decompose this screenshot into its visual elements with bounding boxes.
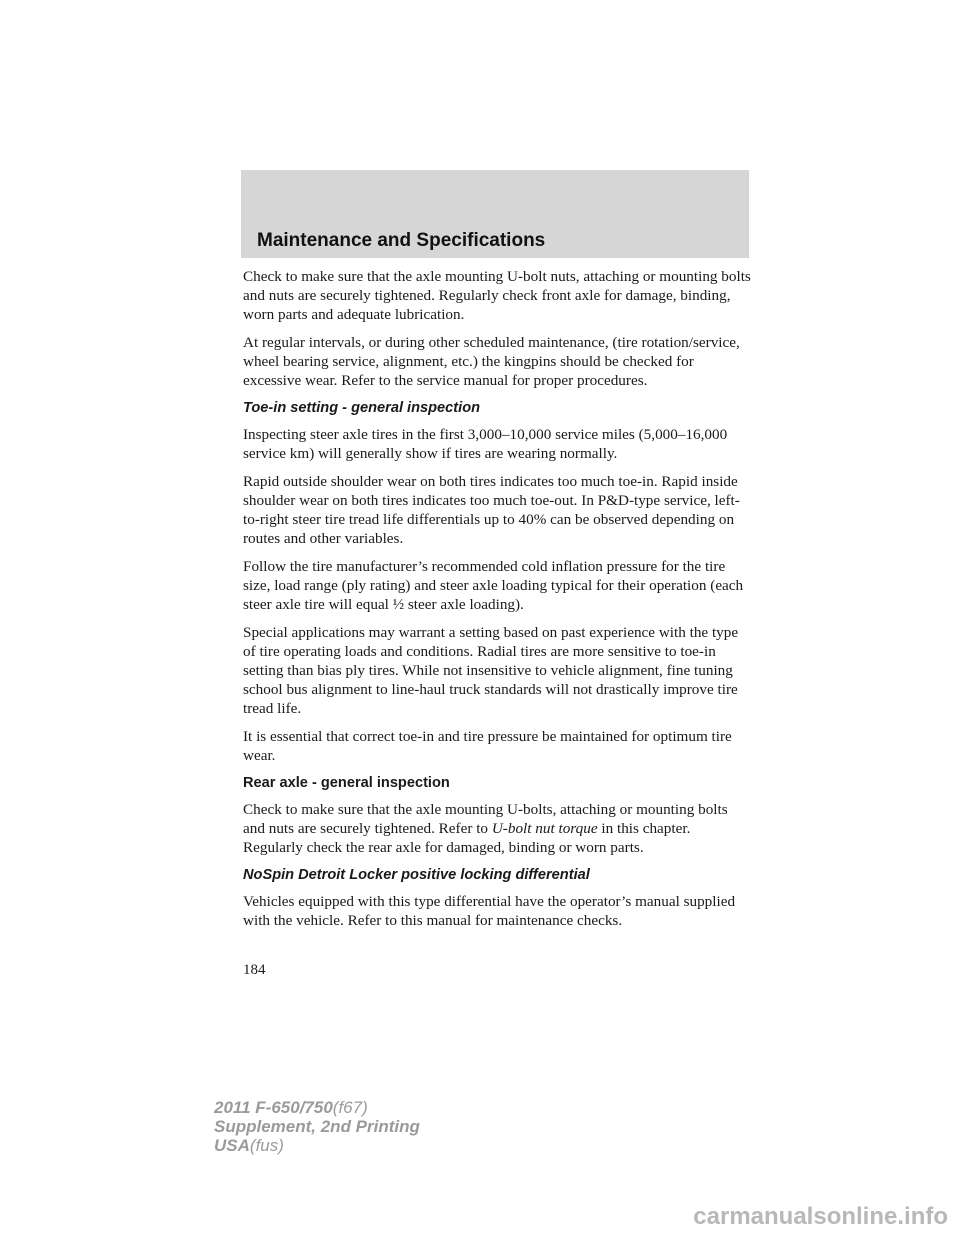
paragraph-shoulder-wear: Rapid outside shoulder wear on both tires indicates too much toe-in. Rapid inside shoulder wear on both tires indicates too much toe-out. In P&D-type service, left-to-right steer tire tread life differentials up to 40% can be observed depending on routes and other variables. [243,473,740,547]
print-footer [214,1098,420,1155]
paragraph-inflation-pressure: Follow the tire manufacturer’s recommended cold inflation pressure for the tire size, load range (ply rating) and steer axle loading typical for their operation (each steer axle tire will equal ½ steer axle loading). [243,558,744,613]
footer-line-region [214,1136,420,1155]
paragraph-toe-in-essential: It is essential that correct toe-in and tire pressure be maintained for optimum tire wear. [243,728,732,764]
footer-region-code: (fus) [249,1136,284,1155]
rear-axle-text-end: in this chapter. Regularly check the rear axle for damaged, binding or worn parts. [243,820,691,856]
page-number: 184 [243,962,266,978]
footer-region: USA [214,1136,250,1155]
paragraph-steer-axle-tires: Inspecting steer axle tires in the first 3,000–10,000 service miles (5,000–16,000 service km) will generally show if tires are wearing normally. [243,426,728,462]
site-watermark: carmanualsonline.info [693,1203,948,1230]
paragraph-kingpins: At regular intervals, or during other scheduled maintenance, (tire rotation/service, wheel bearing service, alignment, etc.) the kingpins should be checked for excessive wear. Refer to the service manual for proper procedures. [243,334,740,389]
heading-rear-axle: Rear axle - general inspection [243,775,450,791]
rear-axle-text-start: Check to make sure that the axle mounting U-bolts, attaching or mounting bolts and nuts are securely tightened. Refer to [243,801,728,837]
section-header-band [241,170,749,258]
paragraph-special-applications: Special applications may warrant a setting based on past experience with the type of tire operating loads and conditions. Radial tires are more sensitive to toe-in setting than bias ply tires. While not insensitive to vehicle alignment, fine tuning school bus alignment to line-haul truck standards will not drastically improve tire tread life. [243,624,739,717]
footer-model-code: (f67) [332,1098,368,1117]
footer-model: 2011 F-650/750 [214,1098,333,1117]
footer-printing: Supplement, 2nd Printing [214,1117,420,1136]
paragraph-nospin: Vehicles equipped with this type differential have the operator’s manual supplied with the vehicle. Refer to this manual for maintenance checks. [243,893,736,929]
footer-line-model [214,1098,420,1117]
heading-nospin-differential: NoSpin Detroit Locker positive locking differential [243,867,590,883]
heading-toe-in: Toe-in setting - general inspection [243,400,481,416]
page-content [243,267,753,939]
paragraph-rear-axle-check [243,800,753,857]
paragraph-front-axle-check: Check to make sure that the axle mounting U-bolt nuts, attaching or mounting bolts and nuts are securely tightened. Regularly check front axle for damage, binding, worn parts and adequate lubrication. [243,268,751,323]
ubolt-torque-reference: U-bolt nut torque [491,820,598,837]
section-title: Maintenance and Specifications [257,230,546,251]
